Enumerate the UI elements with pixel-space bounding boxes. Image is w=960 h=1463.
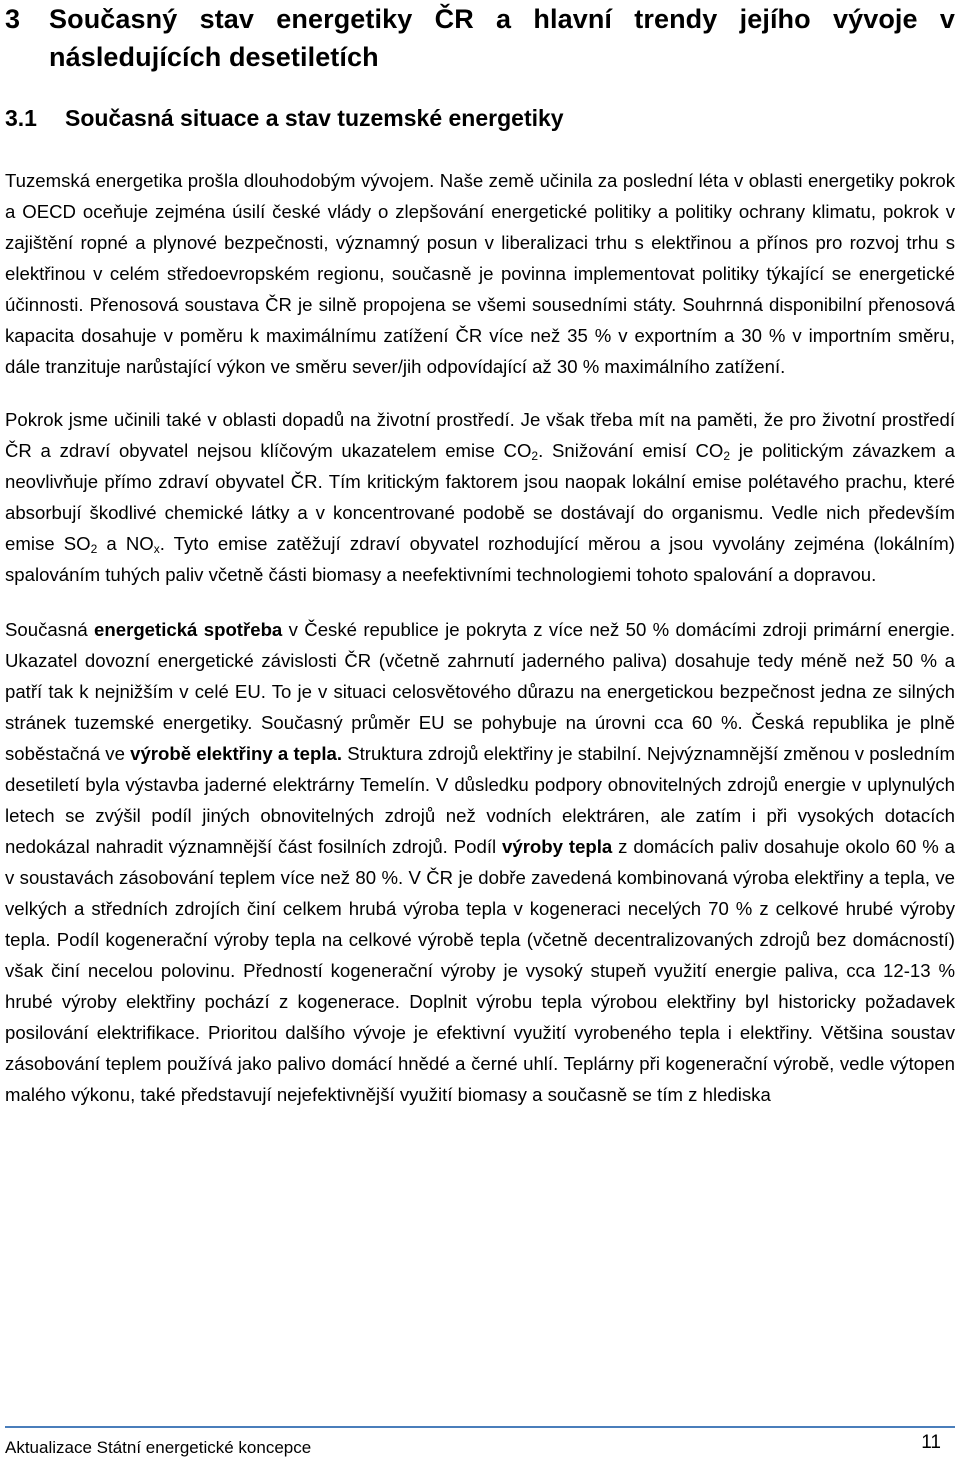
- paragraph-2: [5, 404, 955, 590]
- section-heading: [5, 103, 955, 133]
- paragraph-2-text-5: . Tyto emise zatěžují zdraví obyvatel rozhodující měrou a jsou vyvolány zejména (lokálním) spalováním tuhých paliv včetně části biomasy a neefektivními technologiemi tohoto spalování a dopravou.: [5, 533, 955, 585]
- footer-title: Aktualizace Státní energetické koncepce: [5, 1438, 312, 1457]
- subscript-2: 2: [531, 449, 539, 463]
- page-number: 11: [921, 1432, 941, 1453]
- paragraph-1: [5, 165, 955, 382]
- bold-term-electricity-heat: výrobě elektřiny a tepla.: [130, 743, 343, 764]
- paragraph-3: [5, 614, 955, 1110]
- paragraph-1-text: Tuzemská energetika prošla dlouhodobým vývojem. Naše země učinila za poslední léta v oblasti energetiky pokrok a OECD oceňuje zejména úsilí české vlády o zlepšování energetické politiky a politiky ochrany klimatu, pokrok v zajištění ropné a plynové bezpečnosti, významný posun v liberalizaci trhu s elektřinou a přínos pro rozvoj trhu s elektřinou v celém středoevropském regionu, současně je povinna implementovat politiky týkající se energetické účinnosti. Přenosová soustava ČR je silně propojena se všemi sousedními státy. Souhrnná disponibilní přenosová kapacita dosahuje v poměru k maximálnímu zatížení ČR více než 35 % v exportním a 30 % v importním směru, dále tranzituje narůstající výkon ve směru sever/jih odpovídající až 30 % maximálního zatížení.: [5, 170, 955, 377]
- section-number: 3.1: [5, 105, 37, 131]
- subscript-2: 2: [90, 542, 98, 556]
- page-content: [5, 0, 955, 1110]
- subscript-2: 2: [723, 449, 731, 463]
- chapter-heading: [5, 0, 955, 76]
- footer-divider: [5, 1426, 955, 1428]
- paragraph-2-text-3: je politickým závazkem a neovlivňuje přímo zdraví obyvatel ČR. Tím kritickým faktorem jsou naopak lokální emise polétavého prachu, které absorbují škodlivé chemické látky a v koncentrované podobě se dostávají do organismu. Vedle nich především emise SO: [5, 440, 956, 554]
- paragraph-3-text-3: Struktura zdrojů elektřiny je stabilní. Nejvýznamnější změnou v posledním desetiletí byla výstavba jaderné elektrárny Temelín. V důsledku podpory obnovitelných zdrojů energie v uplynulých letech se zvýšil podíl jiných obnovitelných zdrojů než vodních elektráren, ale zatím i při vysokých dotacích nedokázal nahradit významnější část fosilních zdrojů. Podíl: [5, 743, 955, 857]
- paragraph-2-text-2: . Snižování emisí CO: [538, 440, 724, 461]
- subscript-x: x: [153, 542, 160, 556]
- paragraph-3-text-4: z domácích paliv dosahuje okolo 60 % a v soustavách zásobování teplem více než 80 %. V ČR je dobře zavedená kombinovaná výroba elektřiny a tepla, ve velkých a středních zdrojích činí celkem hrubá výroba tepla v kogeneraci necelých 70 % z celkové hrubé výroby tepla. Podíl kogenerační výroby tepla na celkové výrobě tepla (včetně decentralizovaných zdrojů bez domácností) však činí necelou polovinu. Předností kogenerační výroby je vysoký stupeň využití energie paliva, cca 12-13 % hrubé výroby elektřiny pochází z kogenerace. Doplnit výrobu tepla výrobou elektřiny byl historicky požadavek posilování elektrifikace. Prioritou dalšího vývoje je efektivní využití vyrobeného tepla i elektřiny. Většina soustav zásobování teplem používá jako palivo domácí hnědé a černé uhlí. Teplárny při kogenerační výrobě, vedle výtopen malého výkonu, také představují nejefektivnější využití biomasy a současně se tím z hlediska: [5, 836, 955, 1105]
- bold-term-heat-production: výroby tepla: [502, 836, 613, 857]
- paragraph-3-text-2: v České republice je pokryta z více než 50 % domácími zdroji primární energie. Ukazatel dovozní energetické závislosti ČR (včetně zahrnutí jaderného paliva) dosahuje tedy méně než 50 % a patří tak k nejnižším v celé EU. To je v situaci celosvětového důrazu na energetickou bezpečnost jedna ze silných stránek tuzemské energetiky. Současný průměr EU se pohybuje na úrovni cca 60 %. Česká republika je plně soběstačná ve: [5, 619, 955, 764]
- paragraph-2-text-4: a NO: [97, 533, 154, 554]
- chapter-number: 3: [5, 4, 21, 34]
- section-title: Současná situace a stav tuzemské energetiky: [65, 105, 564, 131]
- bold-term-energy-consumption: energetická spotřeba: [94, 619, 283, 640]
- paragraph-3-text-1: Současná: [5, 619, 95, 640]
- chapter-title: Současný stav energetiky ČR a hlavní trendy jejího vývoje v následujících desetiletích: [49, 4, 955, 72]
- paragraph-2-text-1: Pokrok jsme učinili také v oblasti dopadů na životní prostředí. Je však třeba mít na paměti, že pro životní prostředí ČR a zdraví obyvatel nejsou klíčovým ukazatelem emise CO: [5, 409, 955, 461]
